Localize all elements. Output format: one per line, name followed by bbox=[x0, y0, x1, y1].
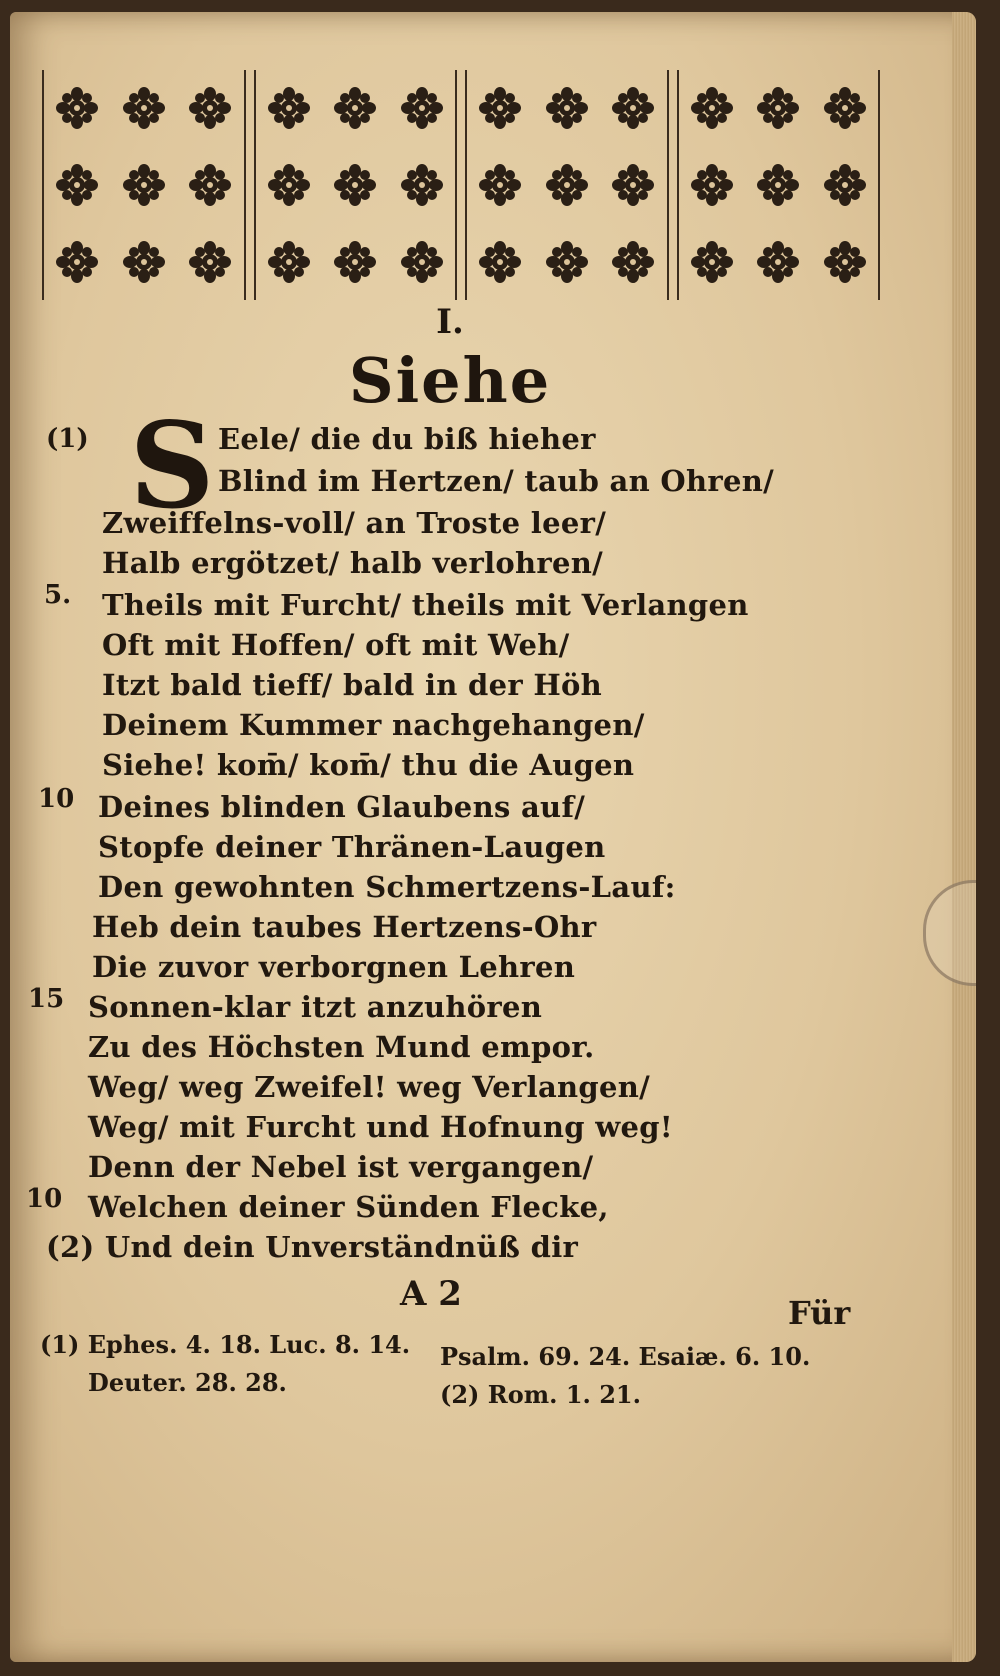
poem-line: Sonnen-klar itzt anzuhören bbox=[88, 990, 543, 1024]
poem-line: Zweiffelns-voll/ an Troste leer/ bbox=[102, 506, 607, 540]
poem-line: Halb ergötzet/ halb verlohren/ bbox=[102, 546, 604, 580]
poem-line: Heb dein taubes Hertzens-Ohr bbox=[92, 910, 597, 944]
poem-line: Deinem Kummer nachgehangen/ bbox=[102, 708, 645, 742]
footnote-right-1: Psalm. 69. 24. Esaiæ. 6. 10. bbox=[440, 1342, 811, 1371]
poem-line: Deines blinden Glaubens auf/ bbox=[98, 790, 586, 824]
poem-line: Denn der Nebel ist vergangen/ bbox=[88, 1150, 594, 1184]
footnote-right-2: (2) Rom. 1. 21. bbox=[440, 1380, 641, 1409]
poem-line: Eele/ die du biß hieher bbox=[218, 422, 596, 456]
poem-line: Itzt bald tieff/ bald in der Höh bbox=[102, 668, 603, 702]
book-page bbox=[10, 12, 976, 1662]
poem-line: Welchen deiner Sünden Flecke, bbox=[88, 1190, 609, 1224]
poem-line: Die zuvor verborgnen Lehren bbox=[92, 950, 576, 984]
chapter-number: I. bbox=[436, 302, 464, 342]
footnote-left-1: (1) Ephes. 4. 18. Luc. 8. 14. bbox=[40, 1330, 411, 1359]
line-number: (1) bbox=[46, 424, 89, 454]
line-number: 15 bbox=[28, 984, 65, 1014]
poem-line: Siehe! kom̄/ kom̄/ thu die Augen bbox=[102, 748, 635, 782]
poem-line: Zu des Höchsten Mund empor. bbox=[88, 1030, 595, 1064]
poem-line: Den gewohnten Schmertzens-Lauf: bbox=[98, 870, 676, 904]
line-number: 10 bbox=[26, 1184, 63, 1214]
poem-line: Weg/ mit Furcht und Hofnung weg! bbox=[88, 1110, 673, 1144]
line-number: 10 bbox=[38, 784, 75, 814]
poem-line: Stopfe deiner Thränen-Laugen bbox=[98, 830, 606, 864]
signature-mark: A 2 bbox=[400, 1274, 462, 1314]
poem-line: Weg/ weg Zweifel! weg Verlangen/ bbox=[88, 1070, 651, 1104]
poem-line: (2) Und dein Unverständnüß dir bbox=[46, 1230, 579, 1264]
poem-line: Oft mit Hoffen/ oft mit Weh/ bbox=[102, 628, 570, 662]
poem-line: Theils mit Furcht/ theils mit Verlangen bbox=[102, 588, 749, 622]
catchword: Für bbox=[788, 1294, 851, 1332]
page-title: Siehe bbox=[348, 344, 552, 417]
poem-text bbox=[10, 12, 976, 1662]
footnote-left-2: Deuter. 28. 28. bbox=[88, 1368, 287, 1397]
drop-cap: S bbox=[129, 396, 215, 535]
line-number: 5. bbox=[44, 580, 72, 610]
poem-line: Blind im Hertzen/ taub an Ohren/ bbox=[218, 464, 774, 498]
